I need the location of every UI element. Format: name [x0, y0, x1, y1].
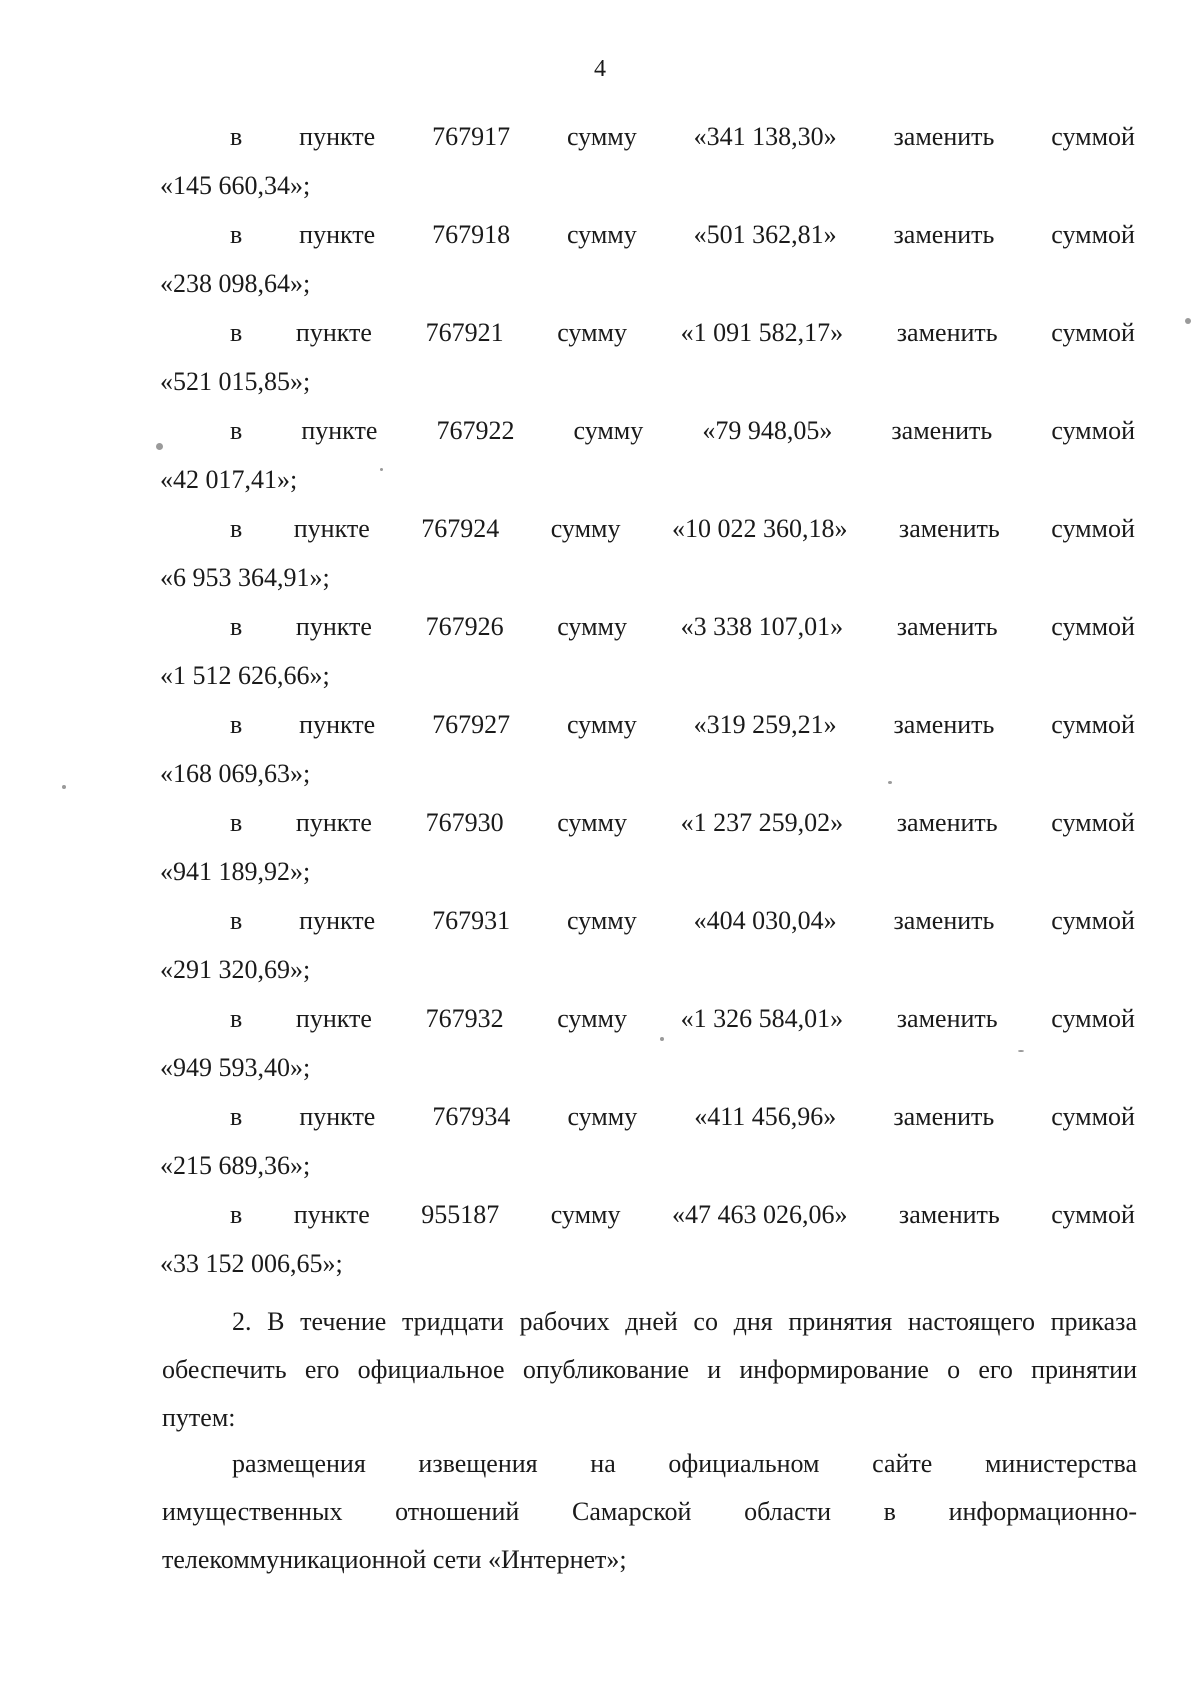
amendment-replace: заменить — [893, 1102, 995, 1131]
amendment-line — [160, 210, 1135, 259]
amendment-with: суммой — [1051, 514, 1135, 543]
amendment-old-sum: «1 091 582,17» — [680, 318, 844, 347]
amendment-pre: в — [230, 906, 243, 935]
amendment-code: 767931 — [432, 906, 511, 935]
amendment-word: пункте — [301, 416, 378, 445]
amendment-new-sum: «291 320,69»; — [160, 955, 311, 984]
amendment-line — [160, 798, 1135, 847]
amendment-replace: заменить — [893, 710, 995, 739]
amendment-word: пункте — [299, 1102, 376, 1131]
amendment-verb: сумму — [557, 808, 627, 837]
amendment-replace: заменить — [891, 416, 993, 445]
scan-speck — [380, 468, 383, 471]
amendment-old-sum: «411 456,96» — [694, 1102, 837, 1131]
amendment-replace: заменить — [896, 612, 998, 641]
amendment-replace: заменить — [898, 1200, 1000, 1229]
amendment-item — [160, 602, 1135, 700]
amendment-item — [160, 112, 1135, 210]
amendment-with: суммой — [1051, 318, 1135, 347]
amendment-verb: сумму — [567, 1102, 638, 1131]
amendment-line — [160, 112, 1135, 161]
amendment-verb: сумму — [550, 514, 621, 543]
amendment-new-sum: «1 512 626,66»; — [160, 661, 330, 690]
amendment-word: пункте — [299, 122, 376, 151]
amendment-old-sum: «10 022 360,18» — [671, 514, 848, 543]
amendment-replace: заменить — [893, 122, 995, 151]
amendment-item — [160, 700, 1135, 798]
page-number: 4 — [594, 56, 606, 82]
paragraph-publication — [162, 1298, 1137, 1442]
amendment-with: суммой — [1051, 906, 1135, 935]
amendment-line — [160, 308, 1135, 357]
amendment-with: суммой — [1051, 220, 1135, 249]
amendment-new-sum: «168 069,63»; — [160, 759, 311, 788]
amendment-item — [160, 896, 1135, 994]
amendment-code: 767918 — [432, 220, 511, 249]
amendment-code: 767927 — [432, 710, 511, 739]
amendment-list — [160, 112, 1135, 1288]
amendment-old-sum: «47 463 026,06» — [671, 1200, 848, 1229]
amendment-code: 767930 — [425, 808, 504, 837]
amendment-code: 955187 — [421, 1200, 500, 1229]
amendment-word: пункте — [293, 1200, 370, 1229]
amendment-word: пункте — [299, 220, 376, 249]
amendment-verb: сумму — [550, 1200, 621, 1229]
amendment-code: 767932 — [425, 1004, 504, 1033]
amendment-new-sum: «145 660,34»; — [160, 171, 311, 200]
scan-speck — [1185, 318, 1191, 324]
amendment-replace: заменить — [896, 318, 998, 347]
amendment-item — [160, 798, 1135, 896]
amendment-old-sum: «341 138,30» — [693, 122, 837, 151]
amendment-word: пункте — [299, 906, 376, 935]
amendment-item — [160, 504, 1135, 602]
amendment-word: пункте — [295, 612, 372, 641]
amendment-code: 767917 — [432, 122, 511, 151]
amendment-new-sum: «42 017,41»; — [160, 465, 298, 494]
amendment-with: суммой — [1051, 1102, 1135, 1131]
amendment-line — [160, 994, 1135, 1043]
amendment-code: 767921 — [425, 318, 504, 347]
amendment-line — [160, 1092, 1135, 1141]
amendment-replace: заменить — [896, 1004, 998, 1033]
amendment-old-sum: «319 259,21» — [693, 710, 837, 739]
amendment-with: суммой — [1051, 808, 1135, 837]
amendment-verb: сумму — [566, 906, 637, 935]
amendment-with: суммой — [1051, 612, 1135, 641]
amendment-word: пункте — [295, 1004, 372, 1033]
amendment-code: 767922 — [436, 416, 515, 445]
amendment-old-sum: «501 362,81» — [693, 220, 837, 249]
amendment-code: 767934 — [432, 1102, 511, 1131]
paragraph-line: телекоммуникационной сети «Интернет»; — [162, 1545, 627, 1574]
amendment-with: суммой — [1051, 1004, 1135, 1033]
amendment-verb: сумму — [566, 122, 637, 151]
amendment-new-sum: «215 689,36»; — [160, 1151, 311, 1180]
amendment-code: 767926 — [425, 612, 504, 641]
amendment-with: суммой — [1051, 416, 1135, 445]
amendment-replace: заменить — [898, 514, 1000, 543]
scan-speck — [1018, 1050, 1024, 1052]
amendment-pre: в — [230, 122, 243, 151]
amendment-line — [160, 1190, 1135, 1239]
amendment-new-sum: «521 015,85»; — [160, 367, 311, 396]
amendment-old-sum: «1 326 584,01» — [680, 1004, 844, 1033]
amendment-item — [160, 406, 1135, 504]
amendment-with: суммой — [1051, 1200, 1135, 1229]
amendment-replace: заменить — [893, 220, 995, 249]
amendment-pre: в — [230, 514, 243, 543]
amendment-pre: в — [230, 1200, 243, 1229]
amendment-pre: в — [230, 220, 243, 249]
amendment-verb: сумму — [566, 710, 637, 739]
amendment-item — [160, 1092, 1135, 1190]
paragraph-website — [162, 1440, 1137, 1584]
amendment-pre: в — [230, 710, 243, 739]
amendment-item — [160, 210, 1135, 308]
amendment-new-sum: «949 593,40»; — [160, 1053, 311, 1082]
amendment-pre: в — [230, 416, 243, 445]
amendment-line — [160, 896, 1135, 945]
amendment-verb: сумму — [557, 612, 627, 641]
scan-speck — [888, 781, 892, 784]
amendment-replace: заменить — [893, 906, 995, 935]
amendment-verb: сумму — [573, 416, 644, 445]
amendment-word: пункте — [295, 808, 372, 837]
amendment-old-sum: «1 237 259,02» — [680, 808, 844, 837]
amendment-item — [160, 1190, 1135, 1288]
amendment-word: пункте — [295, 318, 372, 347]
amendment-code: 767924 — [421, 514, 500, 543]
amendment-pre: в — [230, 808, 243, 837]
amendment-item — [160, 994, 1135, 1092]
amendment-old-sum: «404 030,04» — [693, 906, 837, 935]
scan-speck — [156, 443, 163, 450]
paragraph-line: размещения извещения на официальном сайте министерства — [232, 1449, 1137, 1478]
amendment-new-sum: «33 152 006,65»; — [160, 1249, 343, 1278]
amendment-pre: в — [230, 1004, 243, 1033]
amendment-line — [160, 602, 1135, 651]
amendment-word: пункте — [299, 710, 376, 739]
amendment-with: суммой — [1051, 122, 1135, 151]
amendment-pre: в — [230, 1102, 243, 1131]
amendment-new-sum: «941 189,92»; — [160, 857, 311, 886]
paragraph-line: путем: — [162, 1403, 236, 1432]
amendment-word: пункте — [293, 514, 370, 543]
amendment-old-sum: «3 338 107,01» — [680, 612, 844, 641]
amendment-with: суммой — [1051, 710, 1135, 739]
paragraph-line: имущественных отношений Самарской области в информационно- — [162, 1497, 1137, 1526]
amendment-new-sum: «238 098,64»; — [160, 269, 311, 298]
amendment-pre: в — [230, 318, 243, 347]
paragraph-line: 2. В течение тридцати рабочих дней со дня принятия настоящего приказа — [232, 1307, 1137, 1336]
amendment-new-sum: «6 953 364,91»; — [160, 563, 330, 592]
amendment-line — [160, 406, 1135, 455]
amendment-verb: сумму — [566, 220, 637, 249]
amendment-old-sum: «79 948,05» — [702, 416, 833, 445]
amendment-pre: в — [230, 612, 243, 641]
amendment-replace: заменить — [896, 808, 998, 837]
scan-speck — [62, 785, 66, 789]
amendment-item — [160, 308, 1135, 406]
amendment-line — [160, 504, 1135, 553]
paragraph-line: обеспечить его официальное опубликование и информирование о его принятии — [162, 1355, 1137, 1384]
amendment-verb: сумму — [557, 1004, 627, 1033]
amendment-line — [160, 700, 1135, 749]
scan-speck — [660, 1037, 664, 1041]
amendment-verb: сумму — [557, 318, 627, 347]
